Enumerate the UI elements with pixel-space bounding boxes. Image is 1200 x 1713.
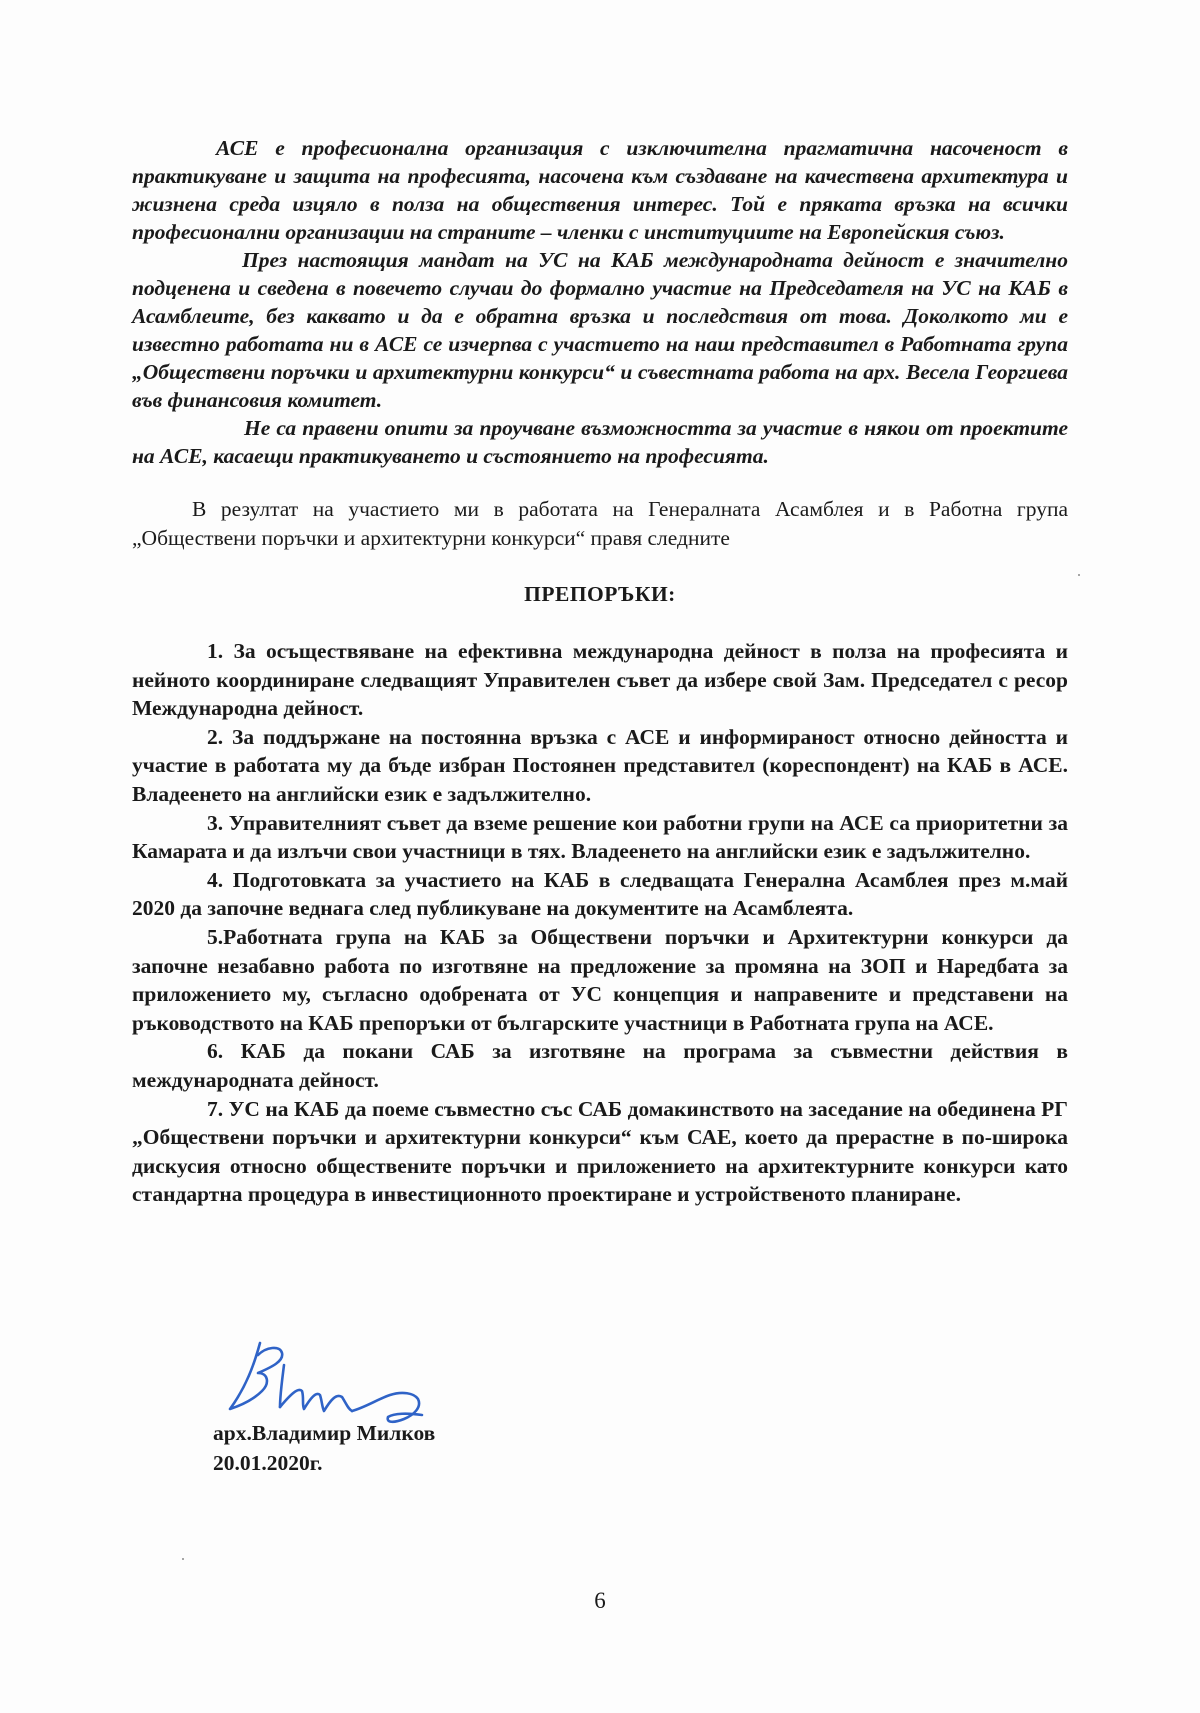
document-body: [132, 134, 1068, 1209]
intro-paragraph: АСЕ е професионална организация с изключителна прагматична насоченост в практикуване и защита на професията, насочена към създаване на качествена архитектура и жизнена среда изцяло в полза на обществения интерес. Той е прякaта връзка на всички професионални организации на страните – членки с институциите на Европейския съюз.: [132, 136, 1068, 244]
recommendation-item: 4. Подготовката за участието на КАБ в следващата Генерална Асамблея през м.май 2020 да започне веднага след публикуване на документите на Асамблеята.: [132, 867, 1068, 921]
recommendations-heading: ПРЕПОРЪКИ:: [524, 582, 676, 606]
intro-paragraph: През настоящия мандат на УС на КАБ международната дейност е значително подценена и сведена в повечето случаи до формално участие на Председателя на УС на КАБ в Асамблеите, без каквато и да е обратна връзка и последствия от това. Доколкото ми е известно работата ни в АСЕ се изчерпва с участието на наш представител в Работната група „Обществени поръчки и архитектурни конкурси“ и съвестната работа на арх. Весела Георгиева във финансовия комитет.: [132, 248, 1068, 412]
signature-block: [213, 1418, 613, 1478]
recommendation-item: 2. За поддържане на постоянна връзка с АСЕ и информираност относно дейността и участие в работата му да бъде избран Постоянен представител (кореспондент) на КАБ в АСЕ. Владеенето на английски език е задължително.: [132, 724, 1068, 806]
intro-paragraph: Не са правени опити за проучване възможността за участие в някои от проектите на АСЕ, касаещи практикуването и състоянието на професията.: [132, 416, 1068, 468]
recommendation-item: 6. КАБ да покани САБ за изготвяне на програма за съвместни действия в международната дейност.: [132, 1039, 1068, 1092]
scan-speck: [182, 1558, 184, 1560]
recommendation-item: 1. За осъществяване на ефективна международна дейност в полза на професията и нейното координиране следващият Управителен съвет да избере свой Зам. Председател с ресор Международна дейност.: [132, 639, 1068, 721]
scan-speck: [1078, 574, 1080, 576]
summary-paragraph: В резултат на участието ми в работата на Генералната Асамблея и в Работна група „Обществени поръчки и архитектурни конкурси“ правя следните: [132, 497, 1068, 550]
signature-date: 20.01.2020г.: [213, 1451, 323, 1475]
recommendation-item: 3. Управителният съвет да вземе решение кои работни групи на АСЕ са приоритетни за Камарата и да излъчи свои участници в тях. Владеенето на английски език е задължително.: [132, 810, 1068, 864]
page-number: 6: [594, 1588, 606, 1613]
intro-section: [132, 134, 1068, 470]
recommendation-item: 5.Работната група на КАБ за Обществени поръчки и Архитектурни конкурси да започне незабавно работа по изготвяне на предложение за промяна на ЗОП и Наредбата за приложението му, съгласно одобрената от УС концепция и направените и представени на ръководството на КАБ препоръки от българските участници в Работната група на АСЕ.: [132, 924, 1068, 1035]
author-name: арх.Владимир Милков: [213, 1421, 436, 1445]
recommendations-list: [132, 637, 1068, 1209]
recommendation-item: 7. УС на КАБ да поеме съвместно със САБ домакинството на заседание на обединена РГ „Обществени поръчки и архитектурни конкурси“ към САЕ, което да прерастне в по-широка дискусия относно обществените поръчки и приложението на архитектурните конкурси като стандартна процедура в инвестиционното проектиране и устройственото планиране.: [132, 1096, 1068, 1207]
